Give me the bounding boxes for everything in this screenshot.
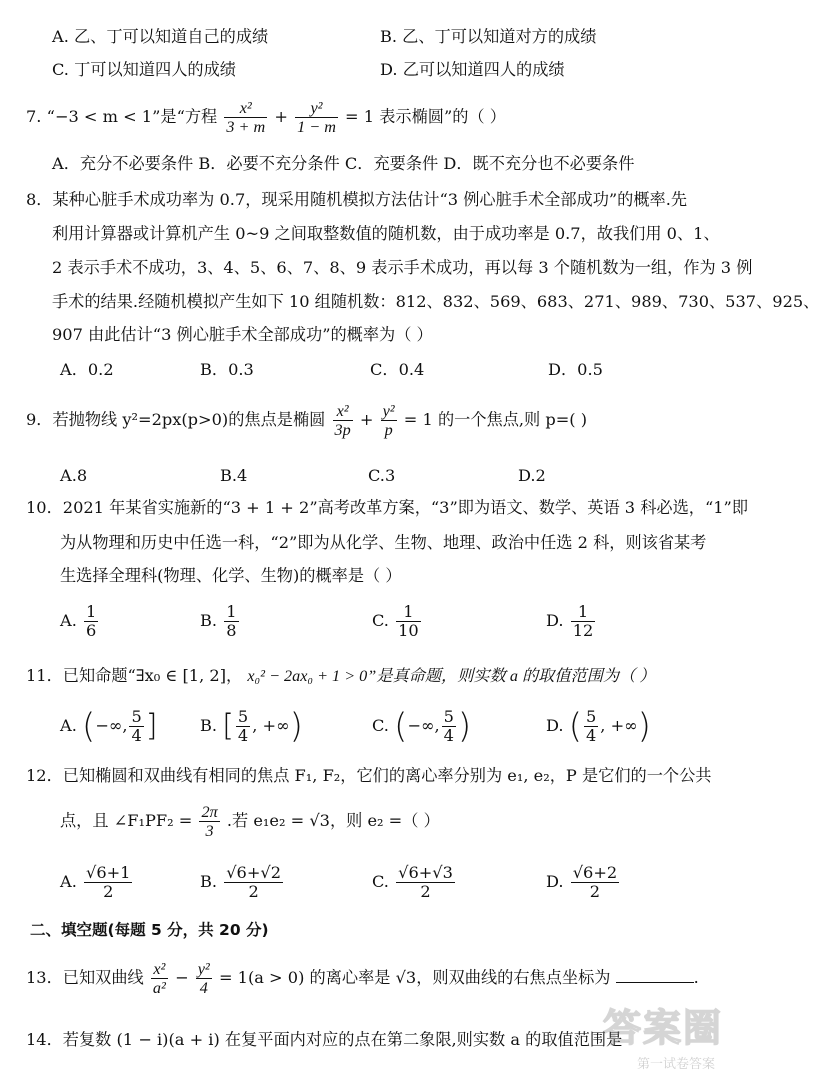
q13-fraction-y [196, 960, 212, 997]
q11-a-numerator: 5 [131, 707, 142, 726]
q6-option-d: D. 乙可以知道四人的成绩 [380, 60, 565, 79]
watermark-logo [603, 997, 733, 1077]
q10-option-c-label: C. [372, 611, 389, 630]
q12-d-fraction [571, 864, 619, 901]
q7-options: A．充分不必要条件 B．必要不充分条件 C．充要条件 D．既不充分也不必要条件 [52, 154, 635, 173]
q11-d-denominator: 4 [585, 726, 597, 745]
q12-option-b-label: B. [200, 872, 218, 891]
q12-frac-numerator: 2π [201, 803, 218, 821]
q9-option-c: C.3 [368, 466, 396, 485]
q9-option-d: D.2 [518, 466, 546, 485]
q10-option-d [546, 600, 597, 642]
q6-option-b: B. 乙、丁可以知道对方的成绩 [380, 27, 597, 46]
question-7: 7. “−3 < m < 1”是“方程 $\frac{\text{x²}}{3 + m}$ + $\frac{\text{y²}}{1 - m}$ = 1 表示椭圆”的（ ） [26, 99, 506, 136]
q11-b-denominator: 4 [237, 726, 249, 745]
q8-option-a: A．0.2 [60, 360, 114, 379]
q11-d-right: , +∞ [600, 716, 638, 735]
q12-b-fraction [224, 864, 283, 901]
q10-d-denominator: 12 [572, 621, 594, 640]
q8-option-b: B．0.3 [200, 360, 254, 379]
q12-d-numerator: √6+2 [572, 863, 618, 882]
watermark-sub-text: 第一试卷答案 [637, 1057, 716, 1072]
q11-b-fraction [236, 708, 250, 745]
q11-option-b: B. [ $\frac{5}{4}$ , +∞) [200, 706, 303, 747]
q11-b-numerator: 5 [237, 707, 249, 726]
q12-option-a [60, 860, 134, 904]
q10-a-denominator: 6 [86, 621, 97, 640]
q9-stem-post: = 1 的一个焦点,则 p=( ) [403, 410, 588, 429]
q10-option-c [372, 600, 423, 642]
q7-number: 7. [26, 107, 42, 126]
q13-end-period: . [693, 968, 699, 987]
q13-stem-post: = 1(a > 0) 的离心率是 √3，则双曲线的右焦点坐标为 [218, 968, 611, 987]
q11-stem-pre: 11．已知命题“∃x₀ ∈ [1, 2]， [26, 666, 243, 685]
question-13: 13．已知双曲线 $\frac{\text{x²}}{\text{a²}}$ − $\frac{\text{y²}}{4}$ = 1(a > 0) 的离心率是 √3，则双曲线的右焦点坐标为 . [26, 960, 699, 997]
q9-option-b: B.4 [220, 466, 248, 485]
q11-a-denominator: 4 [131, 726, 142, 745]
q9-frac1-denominator: 3p [334, 421, 351, 439]
q11-option-c-label: C. [372, 716, 389, 735]
question-9: 9．若抛物线 y²=2px(p>0)的焦点是椭圆 $\frac{\text{x²}}{3p}$ + $\frac{\text{y²}}{p}$ = 1 的一个焦点,则 p=( ) [26, 402, 588, 439]
q12-a-fraction [84, 864, 132, 901]
q11-option-d: D. ( $\frac{5}{4}$ , +∞) [546, 706, 651, 747]
q9-fraction-x [333, 402, 353, 439]
q12-c-fraction [396, 864, 455, 901]
q12-a-numerator: √6+1 [86, 863, 131, 882]
q13-stem-pre: 13．已知双曲线 [26, 968, 144, 987]
q11-c-fraction [442, 708, 456, 745]
q9-frac2-denominator: p [381, 420, 397, 439]
q12-stem-post: .若 e₁e₂ = √3，则 e₂ =（ ） [226, 811, 440, 830]
q7-frac1-denominator: 3 + m [226, 118, 266, 136]
q12-stem-pre: 点，且 ∠F₁PF₂ = [60, 811, 193, 830]
q12-option-d [546, 860, 621, 904]
q10-option-a-fraction [84, 603, 98, 640]
q12-c-denominator: 2 [396, 882, 455, 901]
q8-line-4: 手术的结果.经随机模拟产生如下 10 组随机数：812、832、569、683、271、989、730、537、925、 [52, 292, 819, 311]
q12-a-denominator: 2 [84, 882, 132, 901]
q12-d-denominator: 2 [571, 882, 619, 901]
watermark-main-text: 答案圈 [603, 1006, 724, 1050]
q13-frac2-numerator: y² [197, 960, 210, 978]
q7-frac2-numerator: y² [310, 99, 323, 117]
question-11 [26, 666, 656, 686]
q9-stem-pre: 9．若抛物线 y²=2px(p>0)的焦点是椭圆 [26, 410, 326, 429]
q10-c-denominator: 10 [398, 621, 419, 640]
q10-option-c-fraction [396, 603, 421, 640]
q11-option-b-label: B. [200, 716, 218, 735]
q13-fraction-x [151, 960, 168, 997]
q12-c-numerator: √6+√3 [398, 863, 453, 882]
q13-frac2-denominator: 4 [196, 978, 212, 997]
q11-option-a-label: A. [60, 716, 77, 735]
q10-a-numerator: 1 [86, 602, 97, 621]
q10-option-b-label: B. [200, 611, 218, 630]
q11-c-left: −∞, [407, 716, 440, 735]
q10-option-d-label: D. [546, 611, 564, 630]
q8-line-1: 8．某种心脏手术成功率为 0.7，现采用随机模拟方法估计“3 例心脏手术全部成功”的概率.先 [26, 190, 688, 209]
q13-answer-blank[interactable] [616, 966, 694, 983]
q8-line-5: 907 由此估计“3 例心脏手术全部成功”的概率为（ ） [52, 325, 433, 344]
q13-frac1-numerator: x² [153, 960, 166, 978]
q11-a-fraction [129, 708, 143, 745]
q11-c-numerator: 5 [443, 707, 454, 726]
q10-option-b-fraction [224, 603, 238, 640]
q10-option-a [60, 600, 100, 642]
q11-b-right: , +∞ [252, 716, 290, 735]
section-2-title: 二、填空题(每题 5 分，共 20 分) [30, 921, 269, 939]
q6-option-a: A. 乙、丁可以知道自己的成绩 [52, 27, 269, 46]
q12-option-c [372, 860, 457, 904]
q11-option-d-label: D. [546, 716, 564, 735]
q12-option-c-label: C. [372, 872, 389, 891]
q11-d-fraction [584, 708, 598, 745]
q10-option-b [200, 600, 241, 642]
q12-option-d-label: D. [546, 872, 564, 891]
q10-c-numerator: 1 [403, 602, 414, 621]
q9-fraction-y [381, 402, 397, 439]
q11-option-c: C. (−∞, $\frac{5}{4}$ ) [372, 706, 472, 747]
q7-fraction-y [295, 99, 338, 136]
q10-b-denominator: 8 [226, 621, 237, 640]
q8-option-d: D．0.5 [548, 360, 603, 379]
q7-stem-post: = 1 表示椭圆”的（ ） [345, 107, 506, 126]
q11-stem-mid: x₀² − 2ax₀ + 1 > 0”是真命题，则实数 a 的取值范围为（ ） [247, 667, 656, 685]
q10-b-numerator: 1 [226, 602, 237, 621]
q7-fraction-x [224, 99, 267, 136]
q8-line-3: 2 表示手术不成功，3、4、5、6、7、8、9 表示手术成功，再以每 3 个随机数为一组，作为 3 例 [52, 258, 753, 277]
q12-frac-denominator: 3 [199, 821, 219, 840]
q12-line-1: 12．已知椭圆和双曲线有相同的焦点 F₁, F₂，它们的离心率分别为 e₁, e₂，P 是它们的一个公共 [26, 766, 712, 785]
q7-frac1-numerator: x² [239, 99, 252, 117]
q9-frac2-numerator: y² [382, 402, 395, 420]
q9-option-a: A.8 [60, 466, 88, 485]
q11-option-a: A. (−∞, $\frac{5}{4}$ ] [60, 706, 158, 747]
q13-frac1-denominator: a² [152, 979, 166, 997]
q10-option-d-fraction [571, 603, 596, 640]
question-14: 14．若复数 (1 − i)(a + i) 在复平面内对应的点在第二象限,则实数 a 的取值范围是 [26, 1030, 623, 1049]
q10-option-a-label: A. [60, 611, 77, 630]
q7-stem-pre: “−3 < m < 1”是“方程 [46, 107, 218, 126]
q12-b-numerator: √6+√2 [226, 863, 281, 882]
q11-c-denominator: 4 [443, 726, 454, 745]
q6-option-c: C. 丁可以知道四人的成绩 [52, 60, 236, 79]
q12-line-2 [60, 800, 440, 842]
q12-option-b [200, 860, 285, 904]
q10-line-3: 生选择全理科(物理、化学、生物)的概率是（ ） [60, 566, 402, 585]
q10-line-2: 为从物理和历史中任选一科，“2”即为从化学、生物、地理、政治中任选 2 科，则该省某考 [60, 533, 707, 552]
q11-a-left: −∞, [95, 716, 128, 735]
q10-d-numerator: 1 [577, 602, 589, 621]
q12-angle-fraction [199, 803, 219, 840]
q12-b-denominator: 2 [224, 882, 283, 901]
q8-option-c: C．0.4 [370, 360, 425, 379]
q10-line-1: 10．2021 年某省实施新的“3 + 1 + 2”高考改革方案，“3”即为语文、数学、英语 3 科必选，“1”即 [26, 498, 749, 517]
q9-frac1-numerator: x² [336, 402, 349, 420]
q7-frac2-denominator: 1 − m [297, 118, 336, 136]
q8-line-2: 利用计算器或计算机产生 0~9 之间取整数值的随机数，由于成功率是 0.7，故我们用 0、1、 [52, 224, 720, 243]
q12-option-a-label: A. [60, 872, 77, 891]
q11-d-numerator: 5 [585, 707, 597, 726]
